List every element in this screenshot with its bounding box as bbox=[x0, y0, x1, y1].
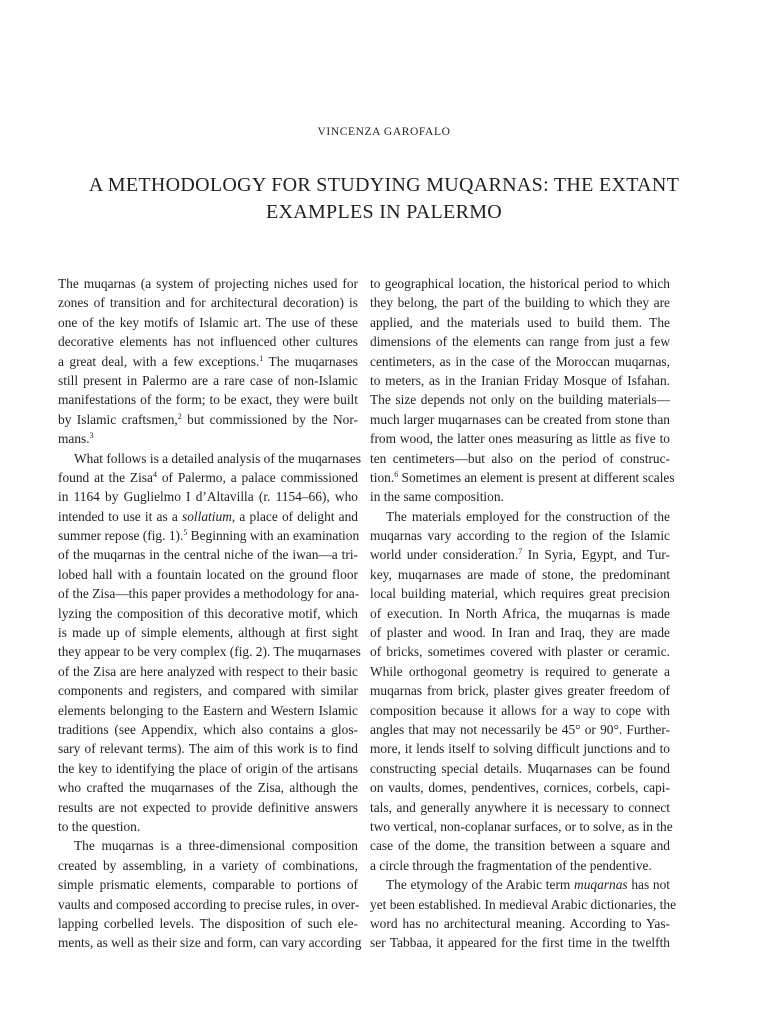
text-line: components and registers, and compared with similar bbox=[58, 683, 358, 699]
right-text-column bbox=[370, 274, 677, 953]
italic-term: sollatium bbox=[182, 508, 232, 524]
text-line: ten centimeters—but also on the period of construc- bbox=[370, 450, 670, 466]
text-line: vaults and composed according to precise rules, in over- bbox=[58, 896, 360, 912]
text-line: local building material, which requires great precision bbox=[370, 586, 670, 602]
text-line: still present in Palermo are a rare case of non-Islamic bbox=[58, 372, 358, 388]
footnote-marker: 1 bbox=[259, 353, 264, 363]
title-line: A METHODOLOGY FOR STUDYING MUQARNAS: THE EXTANT bbox=[88, 174, 680, 196]
footnote-marker: 7 bbox=[518, 547, 523, 557]
text-line: word has no architectural meaning. According to Yas- bbox=[370, 915, 670, 931]
text-line: elements belonging to the Eastern and Western Islamic bbox=[58, 702, 358, 718]
text-line: composition because it allows for a way to cope with bbox=[370, 702, 670, 718]
text-line: to meters, as in the Iranian Friday Mosque of Isfahan. bbox=[370, 372, 670, 388]
text-line: muqarnas vary according to the region of the Islamic bbox=[370, 528, 670, 544]
text-line: muqarnas from brick, plaster gives greater freedom of bbox=[370, 683, 670, 699]
text-line: a circle through the fragmentation of the pendentive. bbox=[370, 857, 652, 873]
author-name: VINCENZA GAROFALO bbox=[317, 126, 451, 138]
text-line: by Islamic craftsmen,$^2$ but commissioned by the Nor- bbox=[58, 411, 358, 427]
text-line: zones of transition and for architectural decoration) is bbox=[58, 295, 358, 311]
text-line: from wood, the latter ones measuring as little as five to bbox=[370, 431, 670, 447]
text-line: yet been established. In medieval Arabic dictionaries, the bbox=[370, 896, 677, 912]
text-line: tion.$^6$ Sometimes an element is present at different scales bbox=[370, 469, 675, 485]
text-line: summer repose (fig. 1).$^5$ Beginning with an examination bbox=[58, 528, 360, 544]
text-line: to geographical location, the historical period to which bbox=[370, 276, 670, 291]
text-line: The muqarnas is a three-dimensional composition bbox=[74, 838, 358, 854]
text-line: one of the key motifs of Islamic art. The use of these bbox=[58, 314, 358, 330]
text-line: ments, as well as their size and form, can vary according bbox=[58, 935, 362, 951]
left-text-column bbox=[58, 274, 362, 953]
text-line: results are not expected to provide definitive answers bbox=[58, 799, 358, 815]
text-line: tals, and generally anywhere it is necessary to connect bbox=[370, 799, 670, 815]
text-line: lobed hall with a fountain located on the ground floor bbox=[58, 566, 358, 582]
footnote-marker: 3 bbox=[89, 431, 94, 441]
text-line: constructing special details. Muqarnases can be found bbox=[370, 760, 670, 776]
text-line: dimensions of the elements can range from just a few bbox=[370, 334, 670, 350]
text-line: intended to use it as a sollatium, a place of delight and bbox=[58, 508, 358, 524]
text-line: of the muqarnas in the central niche of the iwan—a tri- bbox=[58, 547, 358, 563]
footnote-marker: 4 bbox=[152, 469, 157, 479]
text-line: a great deal, with a few exceptions.$^1$ The muqarnases bbox=[58, 353, 358, 369]
text-line: more, it lends itself to solving difficult junctions and to bbox=[370, 741, 670, 757]
text-line: applied, and the materials used to build them. The bbox=[370, 314, 670, 330]
text-line: created by assembling, in a variety of combinations, bbox=[58, 857, 358, 873]
text-line: who crafted the muqarnases of the Zisa, although the bbox=[58, 780, 358, 796]
text-line: centimeters, as in the case of the Moroccan muqarnas, bbox=[370, 353, 670, 369]
text-line: The muqarnas (a system of projecting niches used for bbox=[58, 276, 358, 291]
text-line: angles that may not necessarily be 45° or 90°. Further- bbox=[370, 721, 670, 737]
text-line: found at the Zisa$^4$ of Palermo, a palace commissioned bbox=[58, 469, 358, 485]
text-line: much larger muqarnases can be created from stone than bbox=[370, 411, 670, 427]
text-line: lyzing the composition of this decorative motif, which bbox=[58, 605, 358, 621]
title-line: EXAMPLES IN PALERMO bbox=[265, 201, 503, 223]
text-line: sary of relevant terms). The aim of this work is to find bbox=[58, 741, 358, 757]
text-line: the key to identifying the place of origin of the artisans bbox=[58, 760, 358, 776]
text-line: they appear to be very complex (fig. 2). The muqarnases bbox=[58, 644, 361, 660]
text-line: manifestations of the form; to be exact, they were built bbox=[58, 392, 358, 408]
text-line: ser Tabbaa, it appeared for the first time in the twelfth bbox=[370, 935, 670, 951]
text-line: they belong, the part of the building to which they are bbox=[370, 295, 670, 311]
text-line: While orthogonal geometry is required to generate a bbox=[370, 663, 670, 679]
text-line: traditions (see Appendix, which also contains a glos- bbox=[58, 721, 358, 737]
text-line: decorative elements has not influenced other cultures bbox=[58, 334, 358, 350]
text-line: of execution. In North Africa, the muqarnas is made bbox=[370, 605, 670, 621]
text-line: mans.$^3$ bbox=[58, 431, 94, 447]
footnote-marker: 2 bbox=[177, 411, 182, 421]
text-line: case of the dome, the transition between a square and bbox=[370, 838, 670, 854]
paper-title bbox=[60, 172, 708, 226]
text-line: on vaults, domes, pendentives, cornices, corbels, capi- bbox=[370, 780, 670, 796]
text-line: lapping corbelled levels. The disposition of such ele- bbox=[58, 915, 358, 931]
italic-term: muqarnas bbox=[574, 877, 628, 893]
text-line: What follows is a detailed analysis of the muqarnases bbox=[74, 450, 362, 466]
text-line: of plaster and wood. In Iran and Iraq, they are made bbox=[370, 625, 670, 641]
text-line: simple prismatic elements, comparable to portions of bbox=[58, 877, 358, 893]
text-line: is made up of simple elements, although at first sight bbox=[58, 625, 358, 641]
footnote-marker: 5 bbox=[183, 528, 188, 538]
text-line: world under consideration.$^7$ In Syria, Egypt, and Tur- bbox=[370, 547, 670, 563]
text-line: of bricks, sometimes covered with plaster or ceramic. bbox=[370, 644, 670, 660]
footnote-marker: 6 bbox=[394, 469, 399, 479]
text-line: The materials employed for the construction of the bbox=[386, 508, 670, 524]
text-line: key, muqarnases are made of stone, the predominant bbox=[370, 566, 670, 582]
text-line: The etymology of the Arabic term muqarnas has not bbox=[386, 877, 670, 893]
text-line: in the same composition. bbox=[370, 489, 504, 505]
text-line: in 1164 by Guglielmo I d’Altavilla (r. 1154–66), who bbox=[58, 489, 358, 505]
text-line: two vertical, non-coplanar surfaces, or to solve, as in the bbox=[370, 818, 673, 834]
text-line: to the question. bbox=[58, 818, 141, 834]
text-line: of the Zisa—this paper provides a methodology for ana- bbox=[58, 586, 360, 602]
text-line: of the Zisa are here analyzed with respect to their basic bbox=[58, 663, 358, 679]
text-line: The size depends not only on the building materials— bbox=[370, 392, 670, 408]
